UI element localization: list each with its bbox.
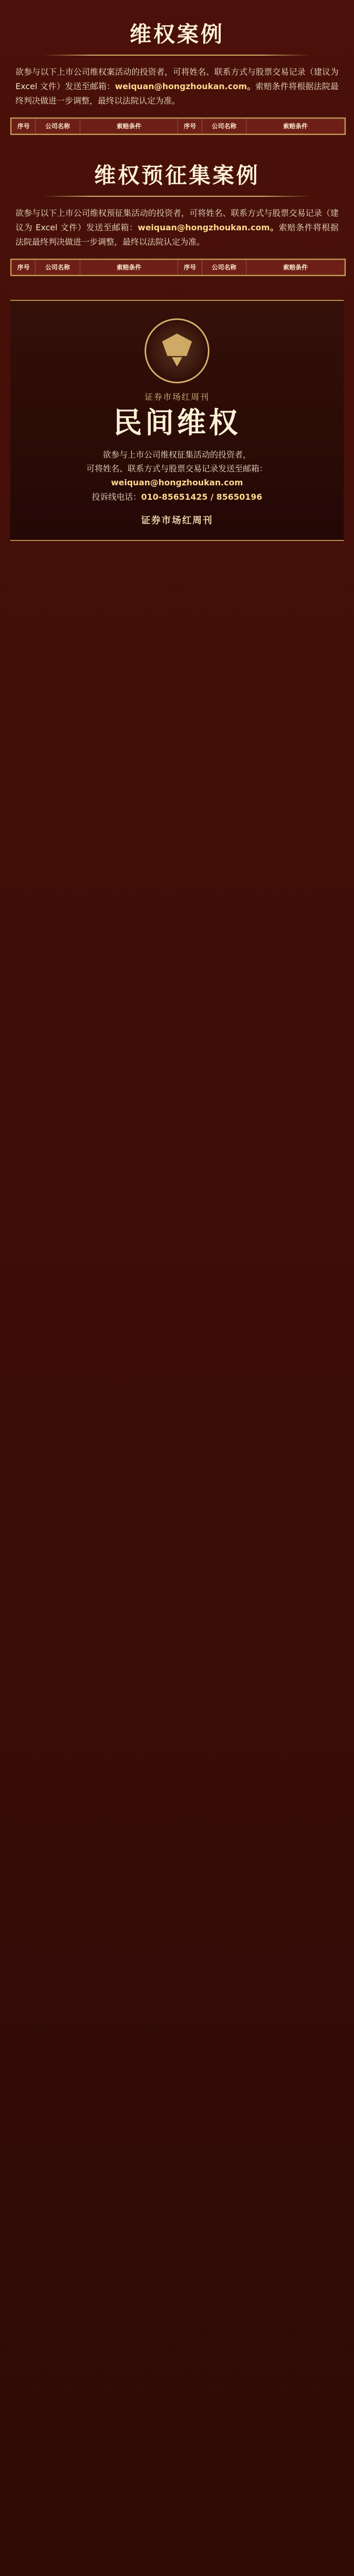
footer-email-line [30, 476, 324, 489]
banner-title: 民间维权 [113, 406, 241, 440]
pre-collection-table [11, 260, 345, 275]
footer-email: weiquan@hongzhoukan.com [111, 478, 243, 488]
header-condition-left: 索赔条件 [80, 260, 178, 275]
header-condition-left: 索赔条件 [80, 119, 178, 134]
title-divider [43, 55, 311, 56]
table-header [12, 119, 345, 134]
header-index-left: 序号 [12, 260, 36, 275]
footer-tagline: 证券市场红周刊 [144, 392, 209, 402]
title-divider [43, 196, 311, 197]
contact-email: weiquan@hongzhoukan.com。 [115, 81, 256, 91]
header-index-left: 序号 [12, 119, 36, 134]
header-index-right: 序号 [178, 119, 202, 134]
section-intro [15, 206, 339, 249]
header-company-right: 公司名称 [202, 260, 246, 275]
header-condition-right: 索赔条件 [246, 119, 345, 134]
header-company-right: 公司名称 [202, 119, 246, 134]
footer-phone-line [30, 490, 324, 504]
section-title: 维权预征集案例 [94, 163, 260, 189]
table-header [12, 260, 345, 275]
intro-prefix: 欲参与以下上市公司维权案活动的投资者，可将姓名、联系方式与股票交易记录（建议为 Excel 文件）发送至邮箱： [15, 67, 339, 91]
section-intro [15, 65, 339, 108]
intro-suffix: 索赔条件将根据法院最终判决做进一步调整，最终以法院认定为准。 [15, 223, 339, 247]
rights-cases-table-wrap [10, 117, 346, 135]
footer-contact-line-1: 欲参与上市公司维权征集活动的投资者， [102, 449, 251, 460]
footer-phone: 010-85651425 / 85650196 [141, 492, 262, 502]
table-header-row [12, 260, 345, 275]
footer-contact [30, 448, 324, 504]
header-company-left: 公司名称 [36, 260, 80, 275]
footer-brand: 证券市场红周刊 [141, 515, 213, 526]
footer-contact-line-2: 可将姓名、联系方式与股票交易记录发送至邮箱： [86, 464, 268, 474]
footer-banner [10, 300, 344, 540]
intro-suffix: 索赔条件将根据法院最终判决做进一步调整，最终以法院认定为准。 [15, 81, 339, 106]
footer-phone-label: 投诉线电话： [92, 492, 141, 502]
header-company-left: 公司名称 [36, 119, 80, 134]
pre-collection-cases-section [10, 159, 344, 276]
header-condition-right: 索赔条件 [246, 260, 345, 275]
contact-email: weiquan@hongzhoukan.com。 [137, 223, 279, 233]
rights-cases-section [10, 18, 344, 135]
header-index-right: 序号 [178, 260, 202, 275]
pre-collection-table-wrap [10, 259, 346, 276]
table-header-row [12, 119, 345, 134]
section-title: 维权案例 [129, 22, 224, 47]
eagle-emblem-icon [145, 318, 209, 383]
intro-prefix: 欲参与以下上市公司维权预征集活动的投资者，可将姓名、联系方式与股票交易记录（建议为 Excel 文件）发送至邮箱： [15, 208, 339, 233]
rights-cases-table [11, 118, 345, 134]
